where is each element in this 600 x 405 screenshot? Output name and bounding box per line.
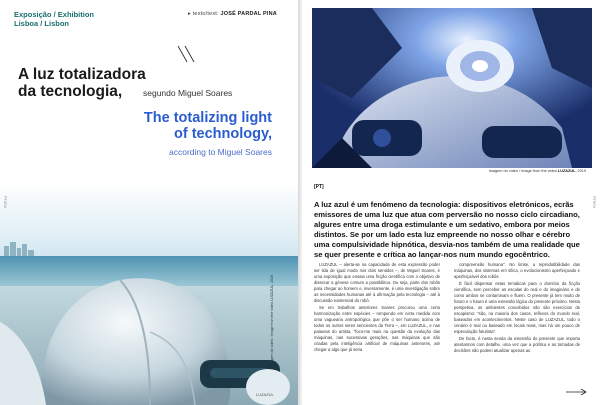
side-tag-right: PT/EN — [592, 196, 597, 208]
section-label-line1: Exposição / Exhibition — [14, 10, 95, 19]
body-paragraph: compreensão humana". No limite, a reprodutibilidade das máquinas, dos sistemas em sílica, o evolucionismo aperfeiçoado e aperfeiçoável dos robôs. — [454, 262, 580, 279]
caption-prefix: Imagem do vídeo / Image from the video — [488, 169, 557, 173]
body-column-1 — [314, 262, 440, 354]
caption-title: LUZAZUL — [557, 169, 576, 173]
caption-year: , 2019 — [575, 169, 586, 173]
subtitle-english: according to Miguel Soares — [168, 147, 272, 157]
page-footer-left: LUZAZUL — [256, 392, 274, 397]
title-en-line2: of technology, — [173, 126, 272, 142]
robot-beach-image — [0, 182, 298, 405]
body-paragraph: De facto, é nesta senda da extensão do presente que importa atentarmos com detalhe, uma vez que a política e as tomadas de decisões não podem atualizar apenas ao — [454, 336, 580, 353]
subtitle-portuguese: segundo Miguel Soares — [143, 88, 233, 98]
title-pt-line1: A luz totalizadora — [18, 66, 146, 83]
continue-arrow-icon — [566, 388, 588, 396]
byline — [188, 11, 277, 17]
title-english — [22, 110, 272, 142]
title-en-line1: The totalizing light — [143, 110, 272, 126]
right-page — [302, 0, 600, 405]
body-paragraph: É fácil dispensar estas temáticas para o domínio da ficção científica, sem perceber as escalas do real e do imaginário e de como ambos se contaminam e fluem. O presente já tem muito de futuro e o futuro é uma extensão lógica do presente próximo. Nesta perspetiva, os ambientes concebidos não são exercícios de escapismo: "são, na maioria dos casos, reflexos do mundo real, baseados em acontecimentos. Neste caso de LUZAZUL, todo o cenário é real ou baseado em locais reais, mas há um pouco de especulação futurista". — [454, 281, 580, 334]
section-label-line2: Lisboa / Lisbon — [14, 19, 70, 28]
image-caption-right — [489, 169, 586, 173]
byline-arrow-icon: ▸ — [188, 11, 193, 17]
byline-label: texto/text: — [192, 11, 219, 17]
image-caption-left: Imagem do vídeo / Image from the video LUZAZUL, 2019 — [270, 275, 274, 367]
body-paragraph: LUZAZUL – alerta-se na capacidade de esta expressão poder ser lida de igual modo nos dois sentidos –, de Miguel Soares, é uma exposição que ensaia uma ficção científica com o objetivo de dissecar a génese comum a possibilitou. Ou seja, parte dos robôs para chegar ao homem e, inversamente, é uma investigação sobre as necessidades humanas até à afirmação pela tecnologia – até à discussão existencial do robô. — [314, 262, 440, 303]
byline-author: JOSÉ PARDAL PINA — [220, 11, 277, 17]
slashes-decoration-icon — [176, 44, 198, 64]
left-page — [0, 0, 298, 405]
title-pt-line2: da tecnologia, — [18, 83, 123, 100]
title-portuguese — [18, 66, 146, 100]
section-label — [14, 10, 94, 28]
robot-closeup-image — [312, 8, 592, 168]
body-column-2 — [454, 262, 580, 355]
lede-paragraph: A luz azul é um fenómeno da tecnologia: dispositivos eletrónicos, ecrãs emissores de uma luz que atua com perversão no nosso ciclo circadiano, algures entre uma droga estimulante e um sedativo, embora por meios distintos. Se por um lado esta luz empreende no nosso olhar e cérebro uma compulsividade hipnótica, desvia-nos também de uma realidade que se quer presente e crítica ao lançar-nos num mundo egocêntrico. — [314, 200, 580, 260]
language-tag: [PT] — [314, 184, 324, 190]
body-paragraph: Se em trabalhos anteriores Soares procurou uma certa harmonização entre espécies – rompendo em certa medida com uma vaguearia antropológica que põe o ser humano acima de todos os outros seres sencientes da Terra –, em LUZAZUL, e nas palavras do artista, "foco-me mais na questão da evolução das máquinas, nas sucessivas gerações, nas máquinas que são criadas pela inteligência artificial de máquinas anteriores, até chegar a algo que já seria — [314, 305, 440, 352]
side-tag-left: PT/EN — [3, 196, 8, 208]
